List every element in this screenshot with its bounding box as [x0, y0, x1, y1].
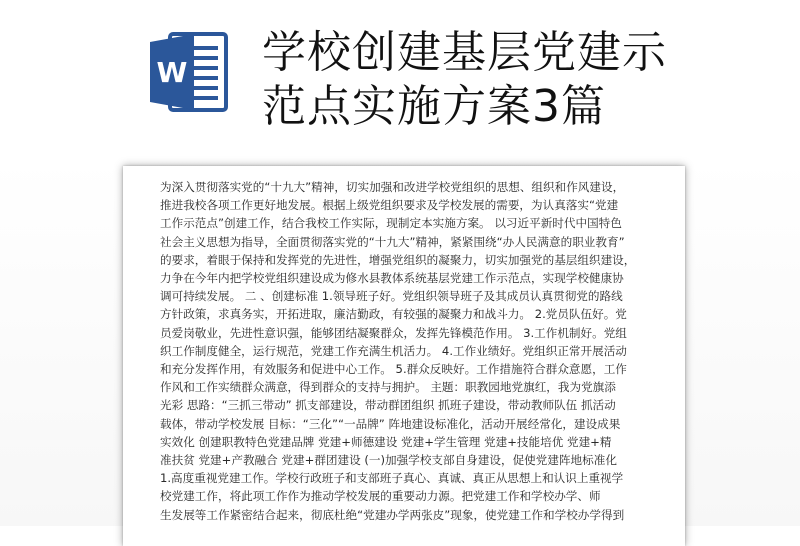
- word-document-icon: [148, 30, 228, 114]
- body-line: 力争在今年内把学校党组织建设成为修水县教体系统基层党建工作示范点，实现学校健康协: [160, 271, 624, 286]
- body-line: 织工作制度健全，运行规范，党建工作充满生机活力。 4.工作业绩好。党组织正常开展活动: [160, 343, 627, 358]
- body-line: 准扶贫 党建+产教融合 党建+群团建设 (一)加强学校支部自身建设，促使党建阵地标准化: [160, 453, 617, 468]
- body-line: 工作示范点”创建工作，结合我校工作实际，现制定本实施方案。 以习近平新时代中国特色: [160, 216, 622, 231]
- document-body: [160, 178, 650, 524]
- body-line: 社会主义思想为指导，全面贯彻落实党的“十九大”精神，紧紧围绕“办人民满意的职业教育”: [160, 234, 625, 249]
- body-line: 的要求，着眼于保持和发挥党的先进性，增强党组织的凝聚力，切实加强党的基层组织建设，: [160, 252, 636, 267]
- title-line-2: 范点实施方案3篇: [262, 81, 606, 132]
- body-line: 光彩 思路：“三抓三带动” 抓支部建设，带动群团组织 抓班子建设，带动教师队伍 抓活动: [160, 398, 616, 413]
- body-line: 和充分发挥作用，有效服务和促进中心工作。 5.群众反映好。工作措施符合群众意愿，工作: [160, 362, 627, 377]
- body-line: 推进我校各项工作更好地发展。根据上级党组织要求及学校发展的需要，为认真落实“党建: [160, 198, 619, 213]
- body-line: 调可持续发展。 二 、创建标准 1.领导班子好。党组织领导班子及其成员认真贯彻党的路线: [160, 289, 623, 304]
- body-line: 校党建工作，将此项工作作为推动学校发展的重要动力源。把党建工作和学校办学、师: [160, 489, 601, 504]
- body-line: 1.高度重视党建工作。学校行政班子和支部班子真心、真诚、真正从思想上和认识上重视学: [160, 471, 624, 486]
- header: [0, 0, 800, 160]
- body-line: 生发展等工作紧密结合起来，彻底杜绝“党建办学两张皮”现象，使党建工作和学校办学得到: [160, 507, 625, 522]
- word-letter: W: [156, 56, 188, 89]
- body-line: 载体，带动学校发展 目标：“三化”“一品牌” 阵地建设标准化，活动开展经常化，建设成果: [160, 416, 621, 431]
- body-line: 员爱岗敬业，先进性意识强，能够团结凝聚群众，发挥先锋模范作用。 3.工作机制好。党组: [160, 325, 627, 340]
- body-line: 方针政策，求真务实，开拓进取，廉洁勤政，有较强的凝聚力和战斗力。 2.党员队伍好。党: [160, 307, 627, 322]
- title-line-1: 学校创建基层党建示: [262, 27, 667, 78]
- body-line: 实效化 创建职教特色党建品牌 党建+师德建设 党建+学生管理 党建+技能培优 党建+精: [160, 434, 612, 449]
- body-line: 作风和工作实绩群众满意，得到群众的支持与拥护。 主题：职教园地党旗红，我为党旗添: [160, 380, 616, 395]
- page-title: [262, 26, 782, 134]
- body-line: 为深入贯彻落实党的“十九大”精神，切实加强和改进学校党组织的思想、组织和作风建设，: [160, 180, 625, 194]
